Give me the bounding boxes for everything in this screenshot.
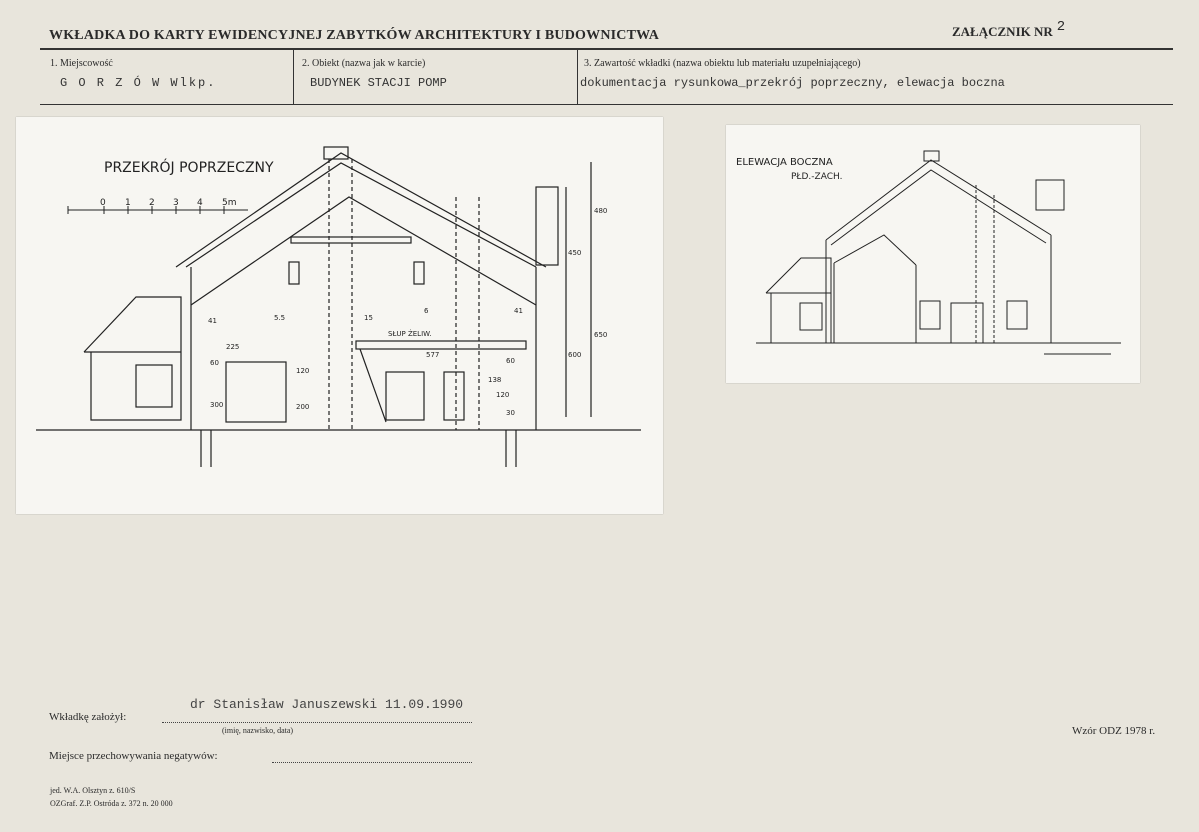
scale-bar: [68, 206, 248, 214]
founder-line: [162, 722, 472, 723]
cross-section-drawing: [16, 117, 663, 514]
field-object-value: BUDYNEK STACJI POMP: [310, 76, 447, 90]
field-location-label: 1. Miejscowość: [50, 58, 113, 69]
fields-divider-2: [577, 50, 578, 104]
founder-hint: (imię, nazwisko, data): [222, 726, 294, 735]
dim-480: 480: [594, 207, 608, 215]
dim-225: 225: [226, 343, 240, 351]
form-model: Wzór ODZ 1978 r.: [1072, 725, 1156, 737]
dim-41-right: 41: [514, 307, 523, 315]
field-location-value: G O R Z Ó W Wlkp.: [60, 76, 217, 90]
dim-138: 138: [488, 376, 502, 384]
sheet-title: WKŁADKA DO KARTY EWIDENCYJNEJ ZABYTKÓW ARCHITEKTURY I BUDOWNICTWA: [49, 28, 660, 43]
field-content-label: 3. Zawartość wkładki (nazwa obiektu lub materiału uzupełniającego): [584, 58, 861, 69]
dimension-labels: [208, 207, 607, 417]
scale-label-1: 1: [125, 198, 131, 208]
column-note: SŁUP ŻELIW.: [388, 330, 432, 338]
annex-label: [952, 19, 1066, 41]
dim-15: 15: [364, 314, 373, 322]
side-elevation-drawing: [726, 125, 1140, 383]
dim-600: 600: [568, 351, 582, 359]
storage-line: [272, 762, 472, 763]
dim-577: 577: [426, 351, 440, 359]
scale-label-2: 2: [149, 198, 155, 208]
section-drawing-photo: [16, 117, 663, 514]
dim-6: 6: [424, 307, 429, 315]
dim-60: 60: [210, 359, 219, 367]
building-section: [36, 147, 641, 467]
fields-divider-1: [293, 50, 294, 104]
scale-label-4: 4: [197, 198, 203, 208]
header-rule: [40, 48, 1173, 50]
dim-30: 30: [506, 409, 515, 417]
dim-41-left: 41: [208, 317, 217, 325]
storage-label: Miejsce przechowywania negatywów:: [49, 750, 218, 762]
fields-rule: [40, 104, 1173, 105]
scale-label-3: 3: [173, 198, 179, 208]
field-object-label: 2. Obiekt (nazwa jak w karcie): [302, 58, 426, 69]
elevation-subtitle: PŁD.-ZACH.: [791, 172, 843, 182]
founder-label: Wkładkę założył:: [49, 711, 127, 723]
dim-300: 300: [210, 401, 224, 409]
founder-value: dr Stanisław Januszewski 11.09.1990: [190, 697, 464, 712]
print-info-2: OZGraf. Z.P. Ostróda z. 372 n. 20 000: [50, 799, 173, 808]
field-content-value: dokumentacja rysunkowa_przekrój poprzeczny, elewacja boczna: [580, 76, 1005, 90]
scale-label-0: 0: [100, 198, 106, 208]
dim-5-5: 5.5: [274, 314, 286, 322]
annex-number: 2: [1056, 19, 1066, 35]
dim-650: 650: [594, 331, 608, 339]
dim-200: 200: [296, 403, 310, 411]
elevation-title: ELEWACJA BOCZNA: [736, 157, 833, 168]
section-title: PRZEKRÓJ POPRZECZNY: [104, 160, 274, 176]
dim-120: 120: [296, 367, 310, 375]
annex-label-text: ZAŁĄCZNIK NR: [952, 24, 1053, 39]
dim-60-right: 60: [506, 357, 515, 365]
dim-450: 450: [568, 249, 582, 257]
scale-label-5: 5m: [222, 198, 237, 208]
dim-120-right: 120: [496, 391, 510, 399]
elevation-drawing-photo: [726, 125, 1140, 383]
print-info-1: jed. W.A. Olsztyn z. 610/S: [50, 786, 136, 795]
